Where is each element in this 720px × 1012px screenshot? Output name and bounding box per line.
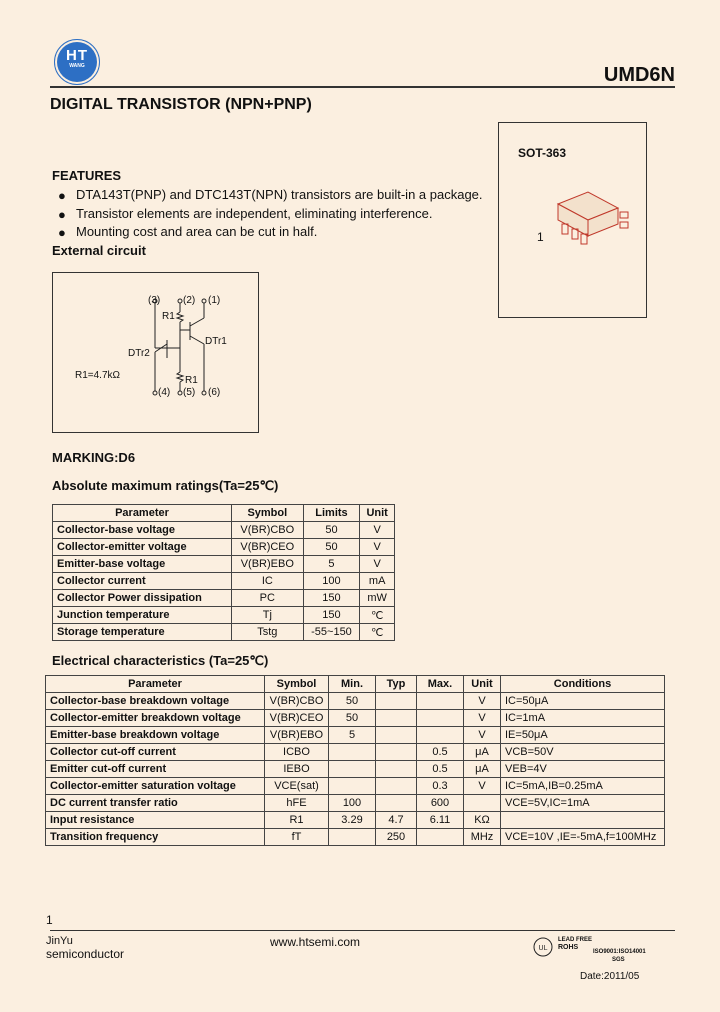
- cell: 0.5: [417, 744, 464, 761]
- cell: 250: [376, 829, 417, 846]
- cell: 6.11: [417, 812, 464, 829]
- cell: 600: [417, 795, 464, 812]
- cell: ICBO: [265, 744, 329, 761]
- cell: [376, 795, 417, 812]
- cell: [501, 812, 665, 829]
- cell: 5: [329, 727, 376, 744]
- cell: V: [360, 556, 395, 573]
- website-link[interactable]: www.htsemi.com: [270, 935, 361, 949]
- circuit-heading: External circuit: [52, 243, 146, 258]
- table-row: [46, 710, 665, 727]
- feature-text: DTA143T(PNP) and DTC143T(NPN) transistors are built-in a package.: [76, 187, 483, 202]
- feature-text: Mounting cost and area can be cut in half.: [76, 224, 318, 239]
- cell: V: [360, 522, 395, 539]
- cert-lead-free: LEAD FREE: [558, 937, 593, 943]
- cell: Collector-emitter breakdown voltage: [46, 710, 265, 727]
- cell: 50: [303, 522, 360, 539]
- cell: IC=5mA,IB=0.25mA: [501, 778, 665, 795]
- cell: [376, 693, 417, 710]
- table-row: [46, 761, 665, 778]
- cell: V: [360, 539, 395, 556]
- ec-heading: Electrical characteristics (Ta=25℃): [52, 653, 269, 668]
- company-name-1: JinYu: [46, 935, 73, 947]
- cell: V(BR)CBO: [232, 522, 304, 539]
- header-cell: Unit: [464, 676, 501, 693]
- cell: Tstg: [232, 624, 304, 641]
- cell: [417, 829, 464, 846]
- r1-top-label: R1: [162, 311, 175, 322]
- cell: 150: [303, 607, 360, 624]
- cell: 0.3: [417, 778, 464, 795]
- cell: [376, 761, 417, 778]
- feature-item: ● Mounting cost and area can be cut in half.: [58, 224, 318, 240]
- pin-2-label: (2): [183, 295, 196, 306]
- header-cell: Min.: [329, 676, 376, 693]
- table-header-row: [53, 505, 395, 522]
- cell: 100: [329, 795, 376, 812]
- cell: mW: [360, 590, 395, 607]
- cell: 0.5: [417, 761, 464, 778]
- table-row: [46, 727, 665, 744]
- cell: [464, 795, 501, 812]
- cell: [417, 710, 464, 727]
- pin-4-label: (4): [158, 387, 171, 398]
- table-row: [53, 573, 395, 590]
- cell: V(BR)CBO: [265, 693, 329, 710]
- table-row: [53, 556, 395, 573]
- amr-heading: Absolute maximum ratings(Ta=25℃): [52, 478, 279, 493]
- cell: Storage temperature: [53, 624, 232, 641]
- cell: IC=1mA: [501, 710, 665, 727]
- cell: IC=50μA: [501, 693, 665, 710]
- header-cell: Max.: [417, 676, 464, 693]
- cell: 100: [303, 573, 360, 590]
- cell: Collector current: [53, 573, 232, 590]
- feature-text: Transistor elements are independent, eliminating interference.: [76, 206, 433, 221]
- cell: [376, 727, 417, 744]
- cell: [329, 829, 376, 846]
- ul-cert-icon: [532, 936, 554, 958]
- ec-table: [45, 675, 665, 846]
- cell: Emitter-base voltage: [53, 556, 232, 573]
- cell: VCE=5V,IC=1mA: [501, 795, 665, 812]
- header-cell: Parameter: [46, 676, 265, 693]
- table-row: [46, 778, 665, 795]
- cert-iso: ISO9001:ISO14001: [593, 949, 646, 955]
- table-row: [53, 624, 395, 641]
- cell: Collector Power dissipation: [53, 590, 232, 607]
- package-name: SOT-363: [518, 146, 567, 160]
- header-cell: Symbol: [232, 505, 304, 522]
- cell: V: [464, 727, 501, 744]
- header-cell: Unit: [360, 505, 395, 522]
- cell: [417, 693, 464, 710]
- cell: Emitter cut-off current: [46, 761, 265, 778]
- pin-5-label: (5): [183, 387, 196, 398]
- cell: V: [464, 693, 501, 710]
- table-row: [46, 693, 665, 710]
- cell: μA: [464, 744, 501, 761]
- cell: Collector-emitter saturation voltage: [46, 778, 265, 795]
- cell: Junction temperature: [53, 607, 232, 624]
- logo-text: HT: [66, 47, 88, 64]
- document-date: Date:2011/05: [580, 971, 640, 982]
- cell: VEB=4V: [501, 761, 665, 778]
- cell: 150: [303, 590, 360, 607]
- header-cell: Symbol: [265, 676, 329, 693]
- table-row: [53, 522, 395, 539]
- cell: KΩ: [464, 812, 501, 829]
- package-drawing: [548, 186, 638, 256]
- cell: 5: [303, 556, 360, 573]
- cell: Collector-base voltage: [53, 522, 232, 539]
- cell: V(BR)EBO: [265, 727, 329, 744]
- cell: μA: [464, 761, 501, 778]
- cell: 3.29: [329, 812, 376, 829]
- cell: [376, 744, 417, 761]
- table-header-row: [46, 676, 665, 693]
- page-number: 1: [46, 913, 53, 927]
- cell: [417, 727, 464, 744]
- header-divider: [50, 86, 675, 88]
- cell: Transition frequency: [46, 829, 265, 846]
- table-row: [46, 744, 665, 761]
- cell: PC: [232, 590, 304, 607]
- cell: Collector-base breakdown voltage: [46, 693, 265, 710]
- features-heading: FEATURES: [52, 168, 122, 183]
- cell: ℃: [360, 624, 395, 641]
- marking-label: MARKING:D6: [52, 450, 136, 465]
- pin-3-label: (3): [148, 295, 161, 306]
- header-cell: Typ: [376, 676, 417, 693]
- cell: Input resistance: [46, 812, 265, 829]
- cell: R1: [265, 812, 329, 829]
- part-number: UMD6N: [603, 64, 675, 86]
- cell: 50: [329, 710, 376, 727]
- cell: V: [464, 710, 501, 727]
- logo-sub: WANG: [69, 63, 85, 69]
- pin-1-label: (1): [208, 295, 221, 306]
- table-row: [46, 829, 665, 846]
- footer-divider: [50, 930, 675, 931]
- feature-item: ● Transistor elements are independent, eliminating interference.: [58, 206, 433, 222]
- svg-text:UL: UL: [538, 945, 548, 952]
- cert-rohs: ROHS: [558, 944, 579, 951]
- cell: [329, 744, 376, 761]
- table-row: [53, 590, 395, 607]
- cell: IEBO: [265, 761, 329, 778]
- cell: VCE(sat): [265, 778, 329, 795]
- cell: V(BR)EBO: [232, 556, 304, 573]
- cell: Collector-emitter voltage: [53, 539, 232, 556]
- header-cell: Conditions: [501, 676, 665, 693]
- package-pin-label: 1: [537, 230, 544, 244]
- cell: [376, 710, 417, 727]
- amr-table: [52, 504, 395, 641]
- table-row: [53, 539, 395, 556]
- cell: MHz: [464, 829, 501, 846]
- cell: VCB=50V: [501, 744, 665, 761]
- cell: Tj: [232, 607, 304, 624]
- header-cell: Parameter: [53, 505, 232, 522]
- cell: IC: [232, 573, 304, 590]
- cell: [329, 778, 376, 795]
- page-title: DIGITAL TRANSISTOR (NPN+PNP): [50, 96, 312, 113]
- cell: DC current transfer ratio: [46, 795, 265, 812]
- table-row: [53, 607, 395, 624]
- cell: Emitter-base breakdown voltage: [46, 727, 265, 744]
- cell: 4.7: [376, 812, 417, 829]
- cell: mA: [360, 573, 395, 590]
- cell: ℃: [360, 607, 395, 624]
- cell: V(BR)CEO: [265, 710, 329, 727]
- table-row: [46, 812, 665, 829]
- cell: hFE: [265, 795, 329, 812]
- cell: Collector cut-off current: [46, 744, 265, 761]
- cell: V: [464, 778, 501, 795]
- header-cell: Limits: [303, 505, 360, 522]
- cell: IE=50μA: [501, 727, 665, 744]
- dtr2-label: DTr2: [128, 348, 150, 359]
- cell: fT: [265, 829, 329, 846]
- cell: V(BR)CEO: [232, 539, 304, 556]
- cell: 50: [329, 693, 376, 710]
- table-row: [46, 795, 665, 812]
- resistor-value: R1=4.7kΩ: [75, 370, 120, 381]
- cell: 50: [303, 539, 360, 556]
- company-logo: [57, 42, 97, 82]
- cell: [376, 778, 417, 795]
- cert-sgs: SGS: [612, 957, 625, 963]
- dtr1-label: DTr1: [205, 336, 227, 347]
- cell: VCE=10V ,IE=-5mA,f=100MHz: [501, 829, 665, 846]
- feature-item: ● DTA143T(PNP) and DTC143T(NPN) transistors are built-in a package.: [58, 187, 483, 203]
- pin-6-label: (6): [208, 387, 221, 398]
- cell: -55~150: [303, 624, 360, 641]
- cell: [329, 761, 376, 778]
- company-name-2: semiconductor: [46, 947, 125, 961]
- r1-bottom-label: R1: [185, 375, 198, 386]
